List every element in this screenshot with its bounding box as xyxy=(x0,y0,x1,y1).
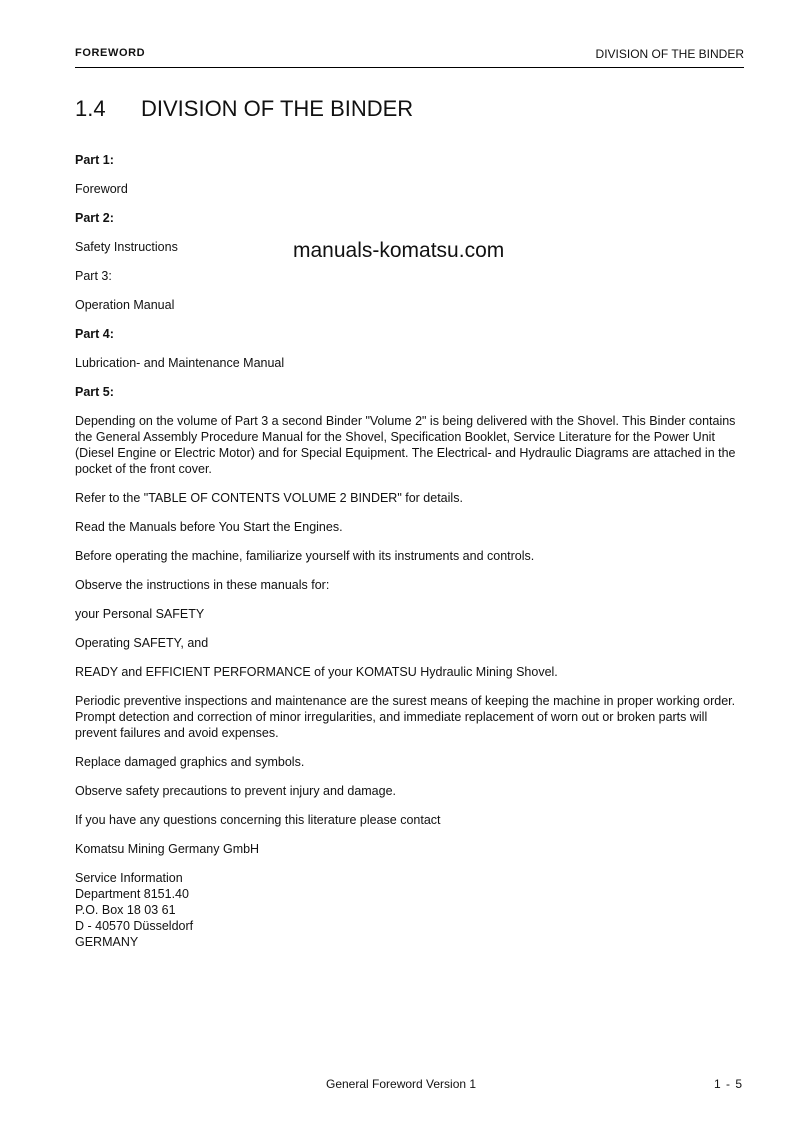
paragraph-read: Read the Manuals before You Start the Engines. xyxy=(75,520,343,534)
paragraph-replace: Replace damaged graphics and symbols. xyxy=(75,755,305,769)
paragraph-volume2: Depending on the volume of Part 3 a second Binder "Volume 2" is being delivered with the Shovel. This Binder contains the General Assembly Procedure Manual for the Shovel, Specification Booklet, Service Literature for the Power Unit (Diesel Engine or Electric Motor) and for Special Equipment. The Electrical- and Hydraulic Diagrams are attached in the pocket of the front cover. xyxy=(75,414,736,476)
paragraph-ready: READY and EFFICIENT PERFORMANCE of your KOMATSU Hydraulic Mining Shovel. xyxy=(75,665,558,679)
part2-label: Part 2: xyxy=(75,211,114,225)
paragraph-before: Before operating the machine, familiarize yourself with its instruments and controls. xyxy=(75,549,535,563)
paragraph-periodic: Periodic preventive inspections and maintenance are the surest means of keeping the machine in proper working order. Prompt detection and correction of minor irregularities, and immediate replacement of worn out or broken parts will prevent failures and avoid expenses. xyxy=(75,694,736,740)
part1-label: Part 1: xyxy=(75,153,114,167)
page-header xyxy=(75,47,744,67)
part3-label: Part 3: xyxy=(75,269,112,283)
part2-text: Safety Instructions xyxy=(75,240,178,254)
address-line: D - 40570 Düsseldorf xyxy=(75,919,194,933)
paragraph-observe: Observe the instructions in these manuals for: xyxy=(75,578,330,592)
paragraph-personal-safety: your Personal SAFETY xyxy=(75,607,205,621)
address-line: GERMANY xyxy=(75,935,139,949)
header-section: DIVISION OF THE BINDER xyxy=(595,47,744,61)
header-divider xyxy=(75,67,744,68)
address-line: Service Information xyxy=(75,871,183,885)
section-title-text: DIVISION OF THE BINDER xyxy=(141,96,414,121)
address-line: P.O. Box 18 03 61 xyxy=(75,903,176,917)
paragraph-company: Komatsu Mining Germany GmbH xyxy=(75,842,260,856)
paragraph-precautions: Observe safety precautions to prevent injury and damage. xyxy=(75,784,397,798)
footer-version: General Foreword Version 1 xyxy=(326,1077,477,1091)
paragraph-questions: If you have any questions concerning this literature please contact xyxy=(75,813,441,827)
document-body xyxy=(75,152,745,950)
part3-text: Operation Manual xyxy=(75,298,175,312)
part4-label: Part 4: xyxy=(75,327,114,341)
contact-address xyxy=(75,870,745,950)
paragraph-operating-safety: Operating SAFETY, and xyxy=(75,636,209,650)
part1-text: Foreword xyxy=(75,182,128,196)
part4-text: Lubrication- and Maintenance Manual xyxy=(75,356,285,370)
watermark: manuals-komatsu.com xyxy=(293,239,505,262)
page-number: 1 - 5 xyxy=(713,1077,743,1091)
header-chapter: FOREWORD xyxy=(75,47,146,59)
section-title xyxy=(75,96,413,122)
address-line: Department 8151.40 xyxy=(75,887,189,901)
part5-label: Part 5: xyxy=(75,385,114,399)
section-number: 1.4 xyxy=(75,96,106,121)
paragraph-refer: Refer to the "TABLE OF CONTENTS VOLUME 2 BINDER" for details. xyxy=(75,491,463,505)
